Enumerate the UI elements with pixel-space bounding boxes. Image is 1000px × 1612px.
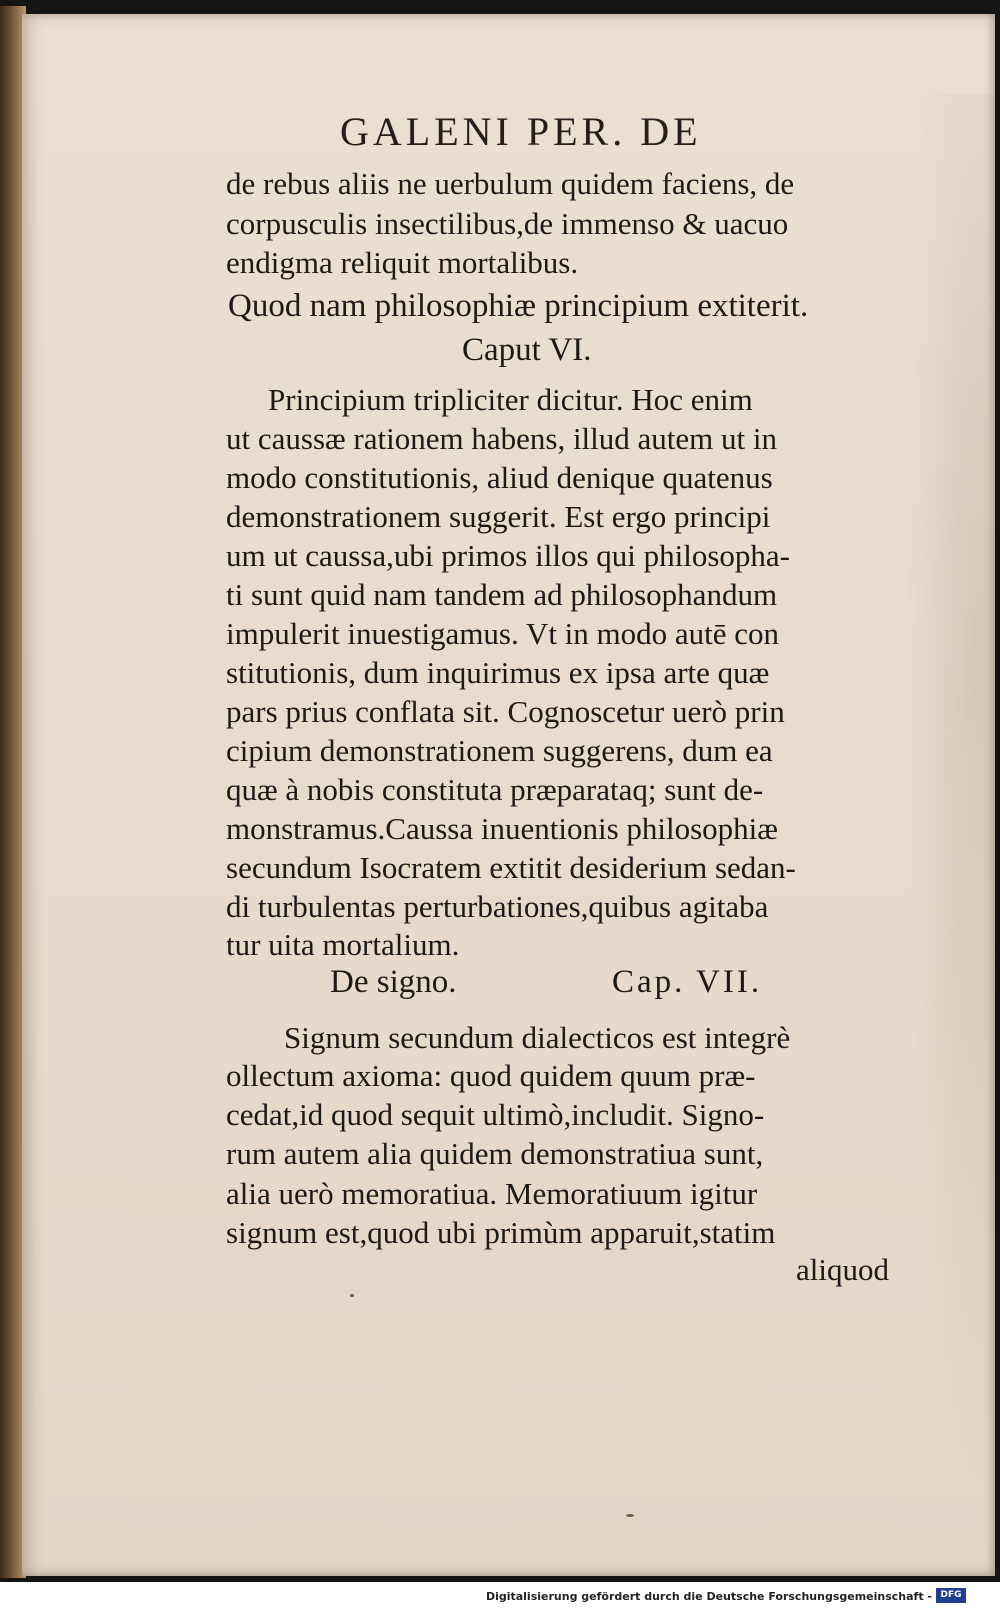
footer-credit: Digitalisierung gefördert durch die Deutsche Forschungsgemeinschaft - — [485, 1590, 932, 1603]
section-heading: De signo. — [330, 964, 457, 1000]
running-head: GALENI PER. DE — [340, 109, 702, 154]
text-line: alia uerò memoratiua. Memoratiuum igitur — [226, 1176, 758, 1211]
text-line: ti sunt quid nam tandem ad philosophandum — [226, 577, 778, 612]
text-line: modo constitutionis, aliud denique quatenus — [226, 460, 773, 495]
text-line: secundum Isocratem extitit desiderium sedan- — [226, 850, 796, 885]
text-line: pars prius conflata sit. Cognoscetur uerò prin — [226, 694, 785, 729]
text-line: corpusculis insectilibus,de immenso & uacuo — [226, 206, 789, 241]
text-line: signum est,quod ubi primùm apparuit,statim — [226, 1215, 776, 1250]
text-line: Principium tripliciter dicitur. Hoc enim — [268, 382, 753, 417]
show-through-shadow — [905, 94, 995, 1494]
text-line: ollectum axioma: quod quidem quum præ- — [226, 1058, 756, 1093]
text-line: quæ à nobis constituta præparataq; sunt de- — [226, 772, 764, 807]
paper-speck — [350, 1294, 354, 1297]
text-line: impulerit inuestigamus. Vt in modo autē con — [226, 616, 780, 651]
text-line: rum autem alia quidem demonstratiua sunt, — [226, 1136, 764, 1171]
text-line: de rebus aliis ne uerbulum quidem faciens, de — [226, 166, 795, 201]
chapter-title: Quod nam philosophiæ principium extiterit. — [228, 288, 809, 324]
text-line: stitutionis, dum inquirimus ex ipsa arte quæ — [226, 655, 770, 690]
chapter-number: Caput VI. — [462, 332, 592, 368]
paper-speck — [626, 1514, 634, 1517]
text-line: um ut caussa,ubi primos illos qui philosopha- — [226, 538, 790, 573]
text-line: di turbulentas perturbationes,quibus agitaba — [226, 889, 769, 924]
text-line: demonstrationem suggerit. Est ergo principi — [226, 499, 771, 534]
text-line: monstramus.Caussa inuentionis philosophiæ — [226, 811, 778, 846]
text-line: cedat,id quod sequit ultimò,includit. Signo- — [226, 1097, 765, 1132]
text-line: cipium demonstrationem suggerens, dum ea — [226, 733, 773, 768]
text-line: tur uita mortalium. — [226, 927, 460, 962]
text-line: Signum secundum dialecticos est integrè — [284, 1020, 791, 1055]
section-number: Cap. VII. — [612, 964, 763, 1000]
text-line: endigma reliquit mortalibus. — [226, 245, 579, 280]
text-line: ut caussæ rationem habens, illud autem ut in — [226, 421, 778, 456]
catchword: aliquod — [796, 1252, 889, 1287]
dfg-logo: DFG — [936, 1588, 966, 1603]
